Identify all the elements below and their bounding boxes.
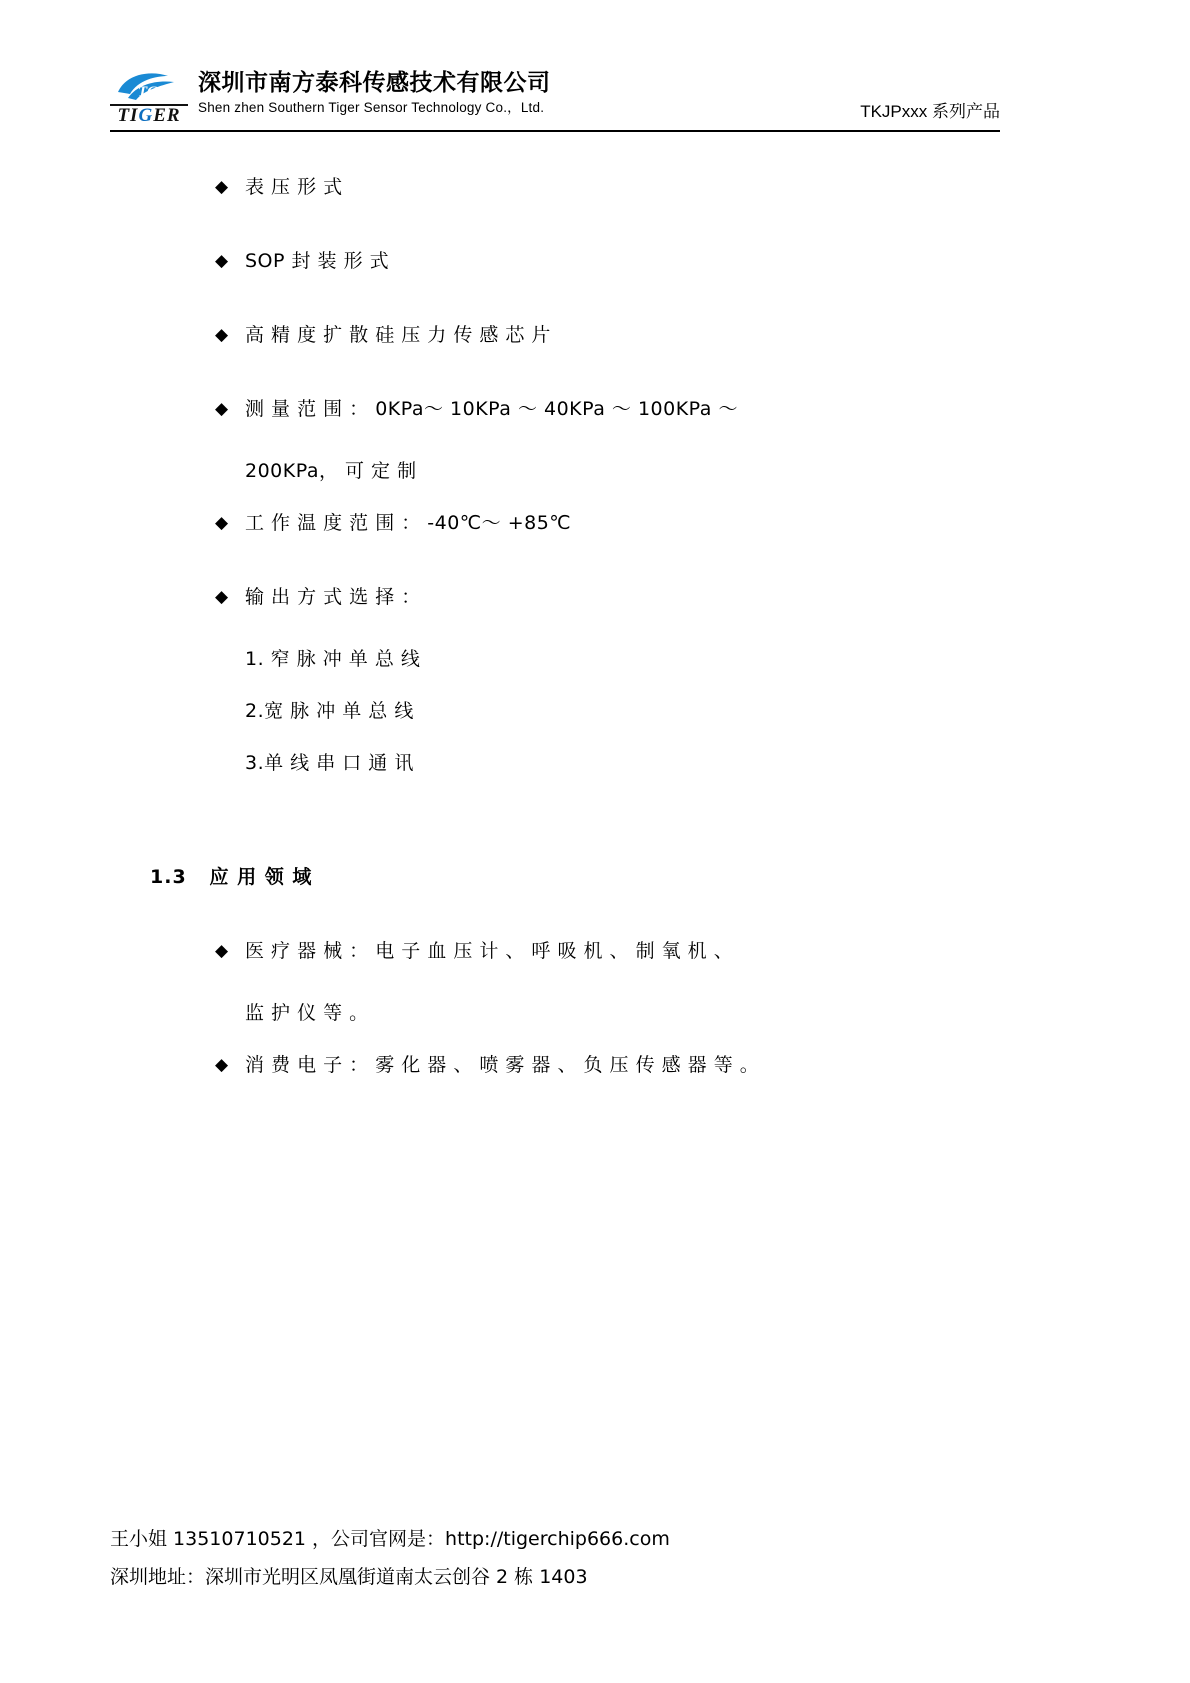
diamond-bullet-icon: ◆ (215, 399, 229, 418)
diamond-bullet-icon: ◆ (215, 1055, 229, 1074)
section-number: 1.3 (150, 866, 187, 888)
page-footer (110, 1520, 1030, 1596)
feature-item (215, 580, 1030, 614)
feature-text: 工 作 温 度 范 围 ： -40℃～ +85℃ (245, 512, 572, 534)
company-name-cn: 深圳市南方泰科传感技术有限公司 (198, 70, 551, 96)
feature-text: 测 量 范 围 ： 0KPa～ 10KPa ～ 40KPa ～ 100KPa ～ (245, 398, 738, 420)
feature-item (215, 392, 1030, 426)
section-heading (150, 860, 1030, 894)
section-title: 应 用 领 域 (209, 866, 313, 888)
output-option: 1. 窄 脉 冲 单 总 线 (245, 648, 421, 670)
output-option: 2.宽 脉 冲 单 总 线 (245, 700, 414, 722)
page-header (110, 52, 1000, 130)
diamond-bullet-icon: ◆ (215, 177, 229, 196)
diamond-bullet-icon: ◆ (215, 251, 229, 270)
diamond-bullet-icon: ◆ (215, 941, 229, 960)
feature-item (215, 170, 1030, 204)
application-text-continuation: 监 护 仪 等 。 (245, 1002, 369, 1024)
diamond-bullet-icon: ◆ (215, 325, 229, 344)
application-item (215, 934, 1030, 968)
feature-item (215, 244, 1030, 278)
footer-address: 深圳地址：深圳市光明区凤凰街道南太云创谷 2 栋 1403 (110, 1566, 588, 1588)
feature-item (215, 318, 1030, 352)
application-item (215, 1048, 1030, 1082)
company-name-en: Shen zhen Southern Tiger Sensor Technology Co.，Ltd. (198, 100, 545, 115)
feature-text: 高 精 度 扩 散 硅 压 力 传 感 芯 片 (245, 324, 551, 346)
application-text: 医 疗 器 械 ： 电 子 血 压 计 、 呼 吸 机 、 制 氧 机 、 (245, 940, 734, 962)
logo-wordmark: TIGER (117, 105, 181, 126)
document-content (110, 152, 1030, 1082)
feature-item (215, 506, 1030, 540)
diamond-bullet-icon: ◆ (215, 513, 229, 532)
application-text: 消 费 电 子 ： 雾 化 器 、 喷 雾 器 、 负 压 传 感 器 等 。 (245, 1054, 760, 1076)
document-reference: TKJPxxx 系列产品 (860, 102, 1000, 121)
header-divider (110, 130, 1000, 132)
footer-contact: 王小姐 13510710521 ，公司官网是：http://tigerchip666.com (110, 1528, 670, 1550)
company-branding (110, 66, 551, 128)
feature-text: SOP 封 装 形 式 (245, 250, 390, 272)
diamond-bullet-icon: ◆ (215, 587, 229, 606)
logo-swoosh-icon (116, 70, 180, 104)
feature-text: 输 出 方 式 选 择 ： (245, 586, 421, 608)
tiger-logo (110, 66, 188, 128)
output-option: 3.单 线 串 口 通 讯 (245, 752, 414, 774)
svg-text:TG: TG (138, 84, 158, 100)
feature-text-continuation: 200KPa， 可 定 制 (245, 460, 417, 482)
feature-text: 表 压 形 式 (245, 176, 343, 198)
